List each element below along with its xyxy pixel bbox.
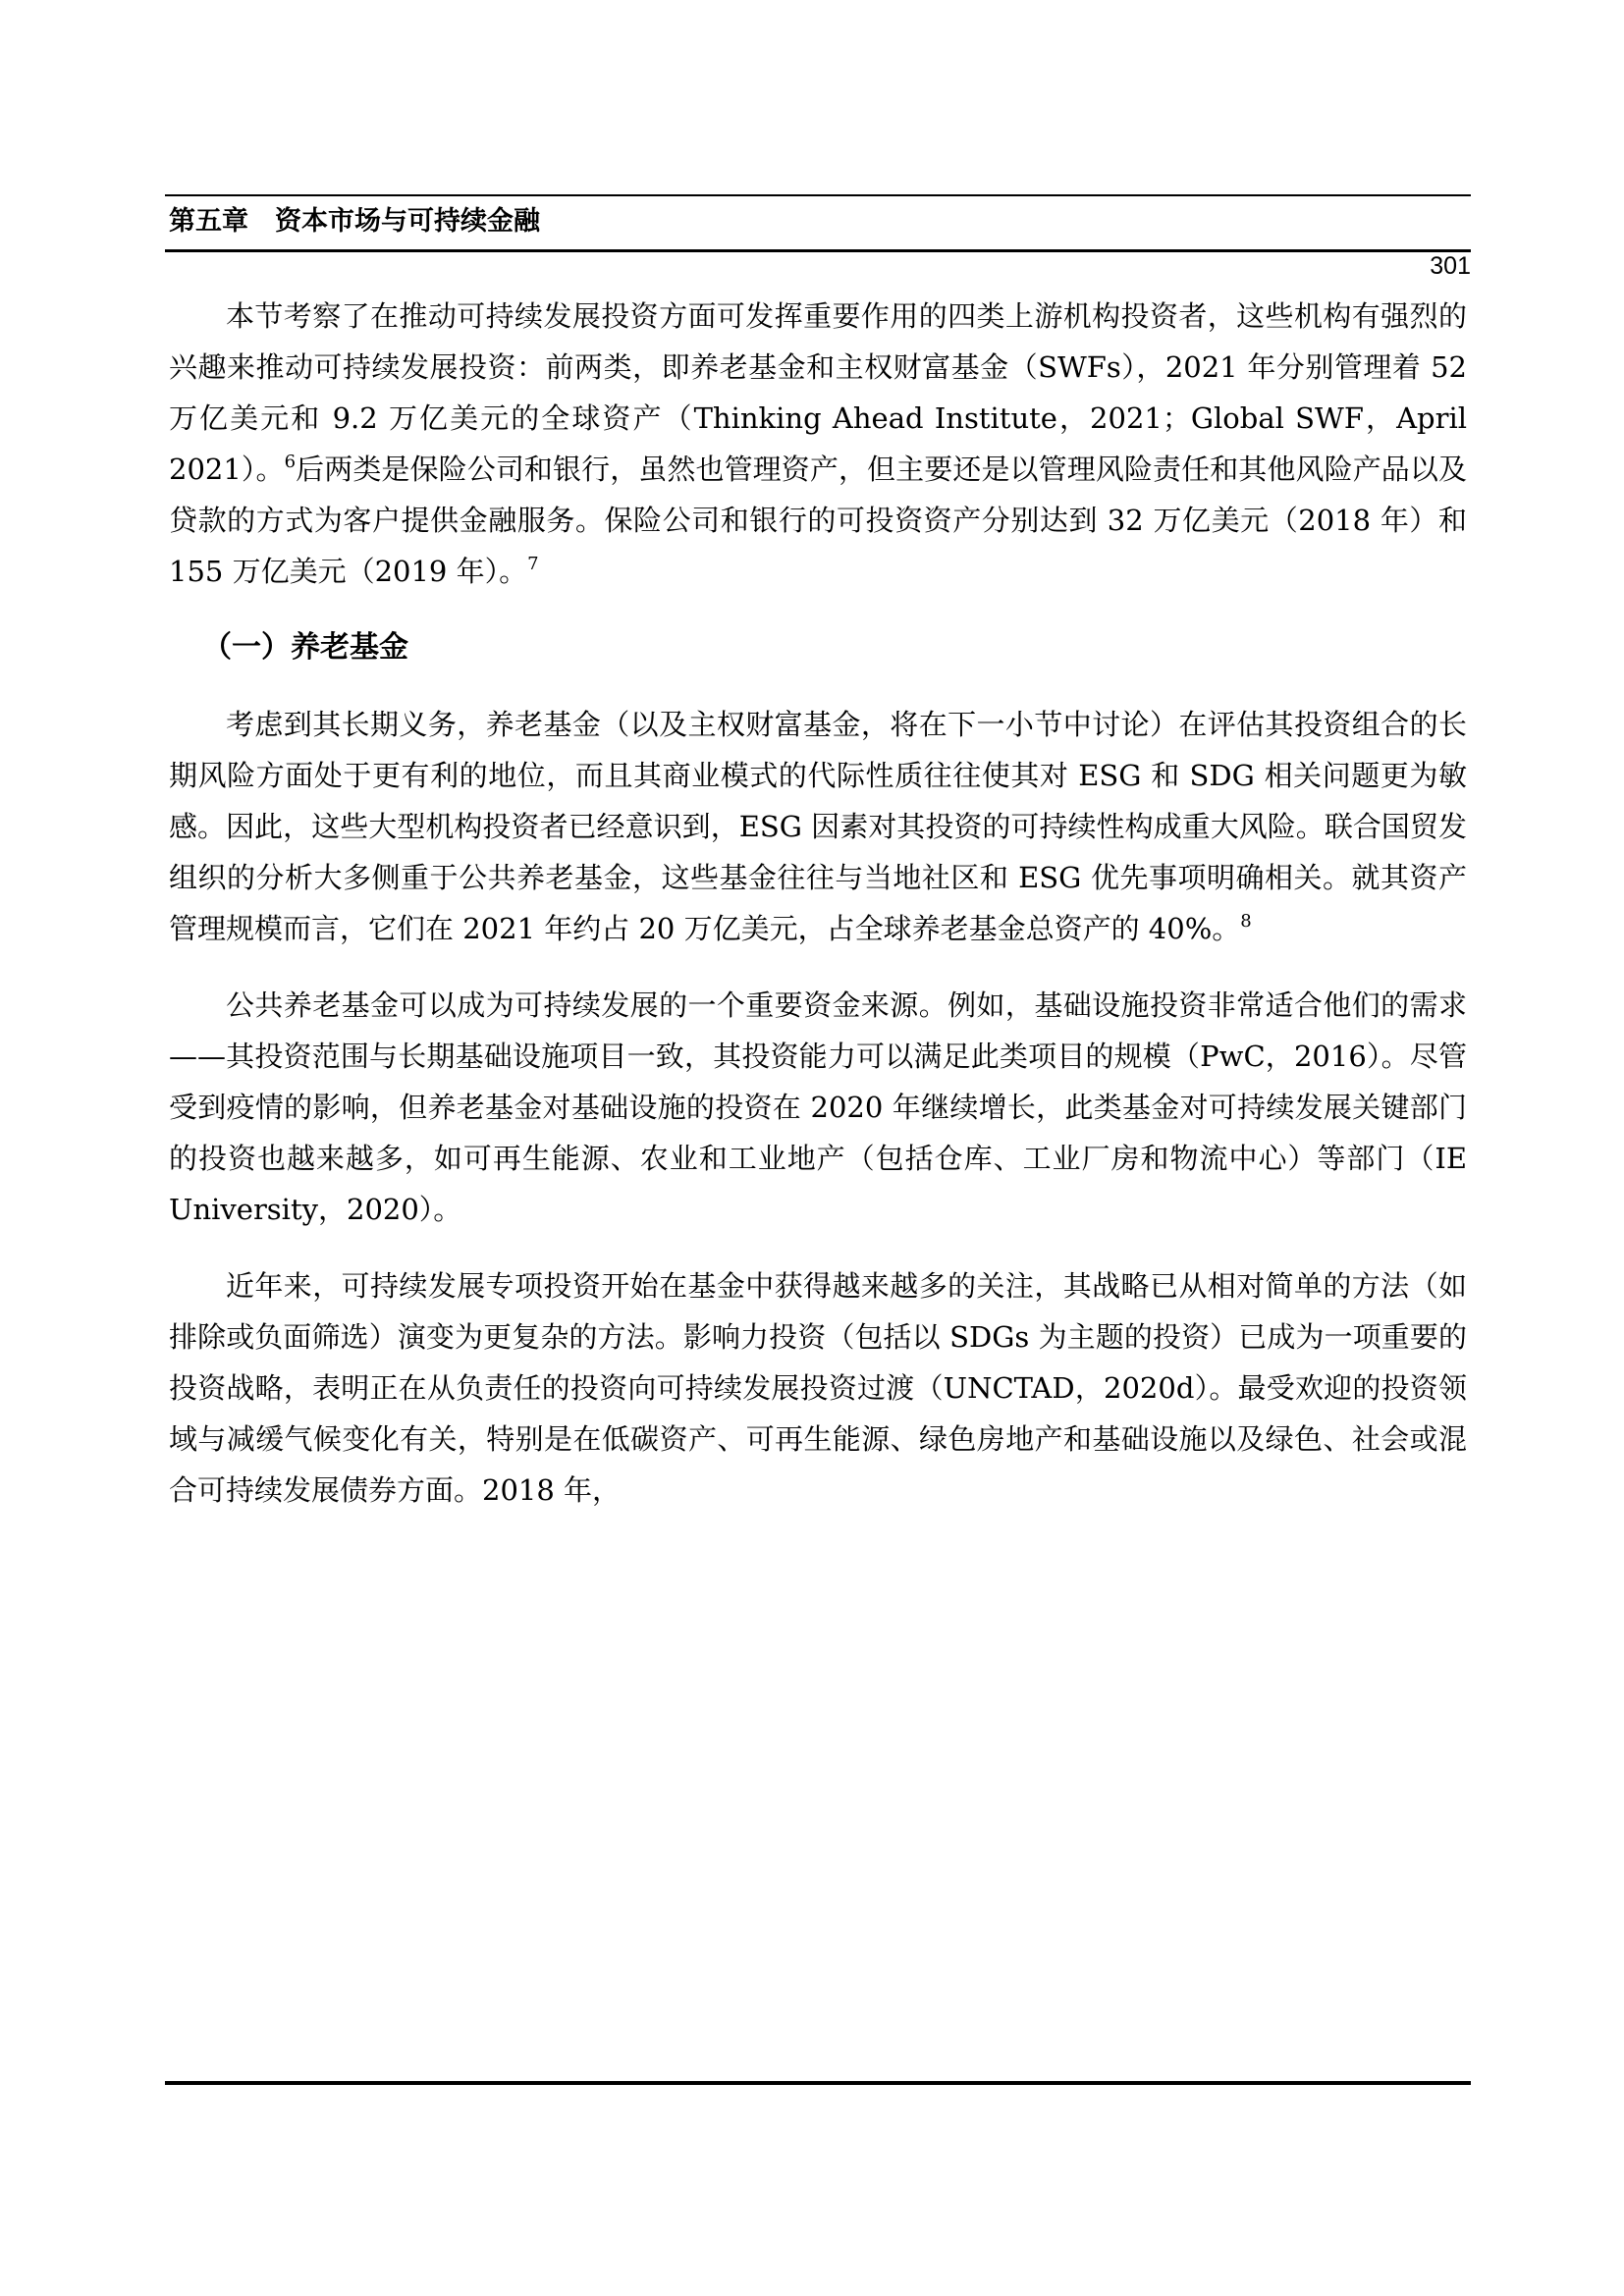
paragraph-1-part-a: 本节考察了在推动可持续发展投资方面可发挥重要作用的四类上游机构投资者，这些机构有强烈的兴趣来推动可持续发展投资：前两类，即养老基金和主权财富基金（SWFs），2021 年分别管理着 52 万亿美元和 9.2 万亿美元的全球资产（Thinking Ahead Institute，2021；Global SWF，April 2021）。 <box>169 299 1467 486</box>
paragraph-2-text: 考虑到其长期义务，养老基金（以及主权财富基金，将在下一小节中讨论）在评估其投资组合的长期风险方面处于更有利的地位，而且其商业模式的代际性质往往使其对 ESG 和 SDG 相关问题更为敏感。因此，这些大型机构投资者已经意识到，ESG 因素对其投资的可持续性构成重大风险。联合国贸发组织的分析大多侧重于公共养老基金，这些基金往往与当地社区和 ESG 优先事项明确相关。就其资产管理规模而言，它们在 2021 年约占 20 万亿美元，占全球养老基金总资产的 40%。 <box>169 708 1467 945</box>
header-bottom-rule <box>165 249 1471 252</box>
footer-rule <box>165 2081 1471 2085</box>
paragraph-1-part-b: 后两类是保险公司和银行，虽然也管理资产，但主要还是以管理风险责任和其他风险产品以及贷款的方式为客户提供金融服务。保险公司和银行的可投资资产分别达到 32 万亿美元（2018 年）和 155 万亿美元（2019 年）。 <box>169 453 1467 588</box>
paragraph-4: 近年来，可持续发展专项投资开始在基金中获得越来越多的关注，其战略已从相对简单的方法（如排除或负面筛选）演变为更复杂的方法。影响力投资（包括以 SDGs 为主题的投资）已成为一项重要的投资战略，表明正在从负责任的投资向可持续发展投资过渡（UNCTAD，2020d）。最受欢迎的投资领域与减缓气候变化有关，特别是在低碳资产、可再生能源、绿色房地产和基础设施以及绿色、社会或混合可持续发展债券方面。2018 年， <box>169 1269 1467 1507</box>
footnote-ref-6: 6 <box>284 452 297 472</box>
footnote-ref-7: 7 <box>527 554 539 574</box>
paragraph-2 <box>169 699 1467 954</box>
paragraph-1 <box>169 291 1467 597</box>
running-head: 第五章 资本市场与可持续金融 <box>169 206 540 237</box>
section-heading: （一）养老基金 <box>202 630 408 665</box>
footnote-ref-8: 8 <box>1240 911 1252 932</box>
header-top-rule <box>165 194 1471 196</box>
body-text <box>169 291 1467 1516</box>
paragraph-3: 公共养老基金可以成为可持续发展的一个重要资金来源。例如，基础设施投资非常适合他们的需求——其投资范围与长期基础设施项目一致，其投资能力可以满足此类项目的规模（PwC，2016）。尽管受到疫情的影响，但养老基金对基础设施的投资在 2020 年继续增长，此类基金对可持续发展关键部门的投资也越来越多，如可再生能源、农业和工业地产（包括仓库、工业厂房和物流中心）等部门（IE University，2020）。 <box>169 988 1467 1226</box>
page-number: 301 <box>1430 252 1471 280</box>
